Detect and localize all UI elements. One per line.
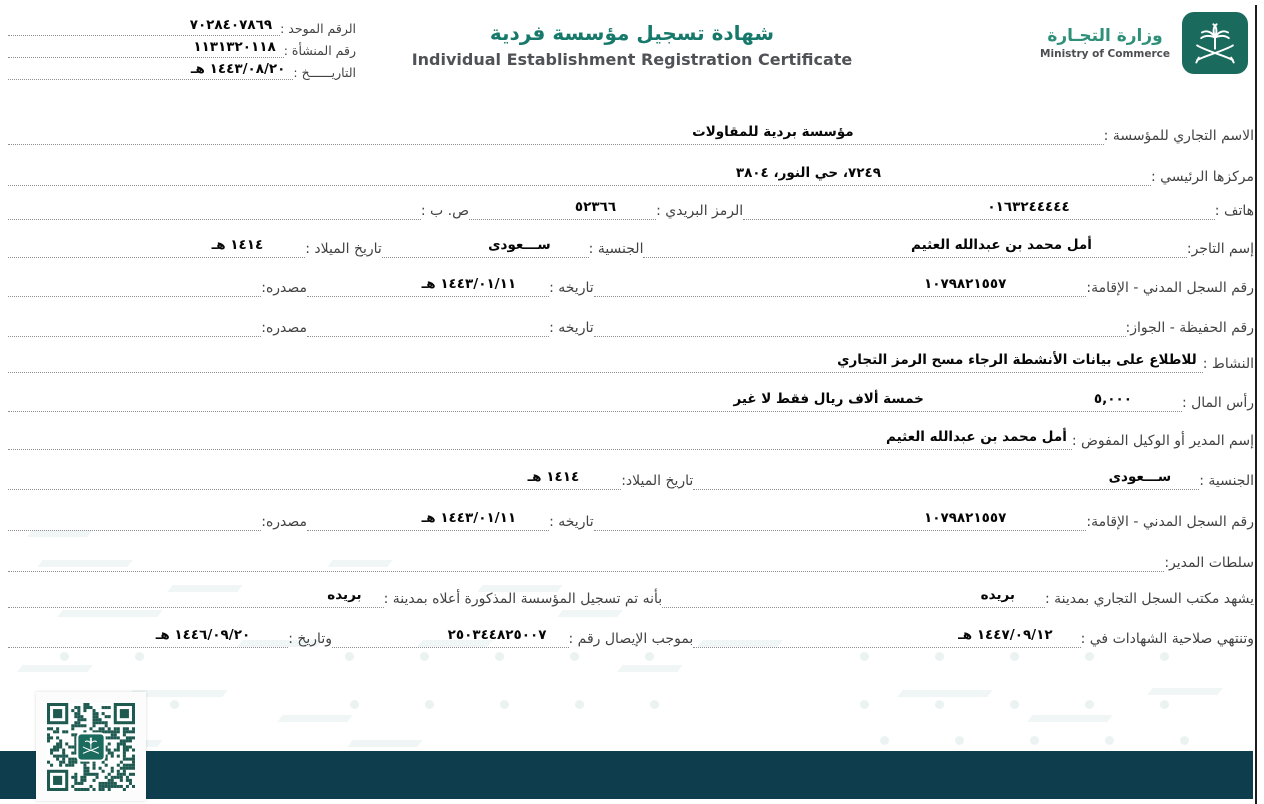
- watermark-dot: [135, 652, 144, 661]
- field-manager-civil-id: [594, 505, 1254, 531]
- row-activity: [8, 347, 1254, 373]
- manager-name-value: أمل محمد بن عبدالله العثيم: [886, 429, 1067, 445]
- dotted-leader: [8, 386, 1182, 412]
- watermark-bar: [17, 665, 92, 672]
- entity-number-row: [8, 36, 356, 58]
- head-office-label: مركزها الرئيسي :: [1150, 169, 1254, 185]
- watermark-dot: [500, 700, 509, 709]
- manager-civil-id-date-value: ١٤٤٣/٠١/١١ هـ: [421, 510, 517, 526]
- watermark-dot: [345, 652, 354, 661]
- field-capital: [8, 386, 1254, 412]
- footer-bar: [0, 751, 1253, 799]
- watermark-dot: [425, 700, 434, 709]
- dotted-leader: [8, 14, 280, 36]
- passport-number-label: رقم الحفيظة - الجواز:: [1125, 320, 1254, 336]
- watermark-dot: [495, 652, 504, 661]
- header-meta: [8, 14, 356, 80]
- unified-number-label: الرقم الموحد :: [280, 21, 356, 36]
- title-arabic: شهادة تسجيل مؤسسة فردية: [489, 21, 775, 45]
- field-trader-civil-id: [594, 271, 1254, 297]
- manager-nationality-value: ســـعودى: [1108, 469, 1172, 485]
- passport-source-label: مصدره:: [261, 320, 308, 336]
- trader-civil-id-source-label: مصدره:: [261, 280, 308, 296]
- field-trader-birth-date: [8, 232, 382, 258]
- saudi-emblem-icon: [1182, 12, 1248, 74]
- field-passport-date: [307, 311, 594, 337]
- field-registered-in-city: [8, 582, 662, 608]
- entity-number-value: ١١٣١٣٢٠١١٨: [193, 39, 276, 55]
- watermark-dot: [650, 700, 659, 709]
- field-certificates-expiry: [693, 622, 1254, 648]
- watermark-dot: [955, 736, 964, 745]
- watermark-bar: [557, 610, 622, 617]
- issue-date-row: [8, 58, 356, 80]
- trader-name-value: أمل محمد بن عبدالله العثيم: [911, 237, 1092, 253]
- field-passport-number: [594, 311, 1254, 337]
- registry-office-city-label: يشهد مكتب السجل التجاري بمدينة :: [1044, 591, 1254, 607]
- dotted-leader: [693, 464, 1199, 490]
- trader-nationality-label: الجنسية :: [588, 241, 644, 257]
- trade-name-value: مؤسسة بردية للمقاولات: [692, 124, 854, 140]
- watermark-dot: [1030, 736, 1039, 745]
- dotted-leader: [8, 464, 621, 490]
- watermark-bar: [1147, 688, 1222, 695]
- field-phone: [743, 194, 1254, 220]
- dotted-leader: [332, 622, 569, 648]
- watermark-dot: [935, 700, 944, 709]
- field-manager-nationality: [693, 464, 1254, 490]
- dotted-leader: [307, 505, 549, 531]
- row-manager-nationality: [8, 464, 1254, 490]
- trader-civil-id-value: ١٠٧٩٨٢١٥٥٧: [923, 276, 1007, 292]
- trader-civil-id-date-value: ١٤٤٣/٠١/١١ هـ: [421, 276, 517, 292]
- receipt-date-value: ١٤٤٦/٠٩/٢٠ هـ: [155, 627, 251, 643]
- dotted-leader: [8, 36, 284, 58]
- phone-value: ٠١٦٣٢٤٤٤٤٤: [987, 199, 1070, 215]
- watermark-dot: [170, 700, 179, 709]
- passport-date-label: تاريخه :: [549, 320, 594, 336]
- dotted-leader: [469, 194, 656, 220]
- registered-in-city-value: بريده: [327, 587, 362, 603]
- watermark-bar: [57, 610, 162, 617]
- certificates-expiry-value: ١٤٤٧/٠٩/١٢ هـ: [958, 627, 1053, 643]
- receipt-number-value: ٢٥٠٣٤٤٨٢٥٠٠٧: [447, 627, 547, 643]
- watermark-bar: [1027, 715, 1112, 722]
- trader-nationality-value: ســـعودى: [488, 237, 551, 253]
- postal-code-label: الرمز البريدي :: [656, 203, 744, 219]
- postal-code-value: ٥٢٣٦٦: [574, 199, 617, 215]
- row-manager-name: [8, 424, 1254, 450]
- activity-value: للاطلاع على بيانات الأنشطة الرجاء مسح الرمز التجاري: [837, 352, 1197, 368]
- qr-code: [47, 703, 135, 791]
- row-head-office: [8, 160, 1254, 186]
- dotted-leader: [8, 582, 384, 608]
- dotted-leader: [743, 194, 1215, 220]
- watermark-dot: [350, 700, 359, 709]
- qr-card: [36, 692, 146, 801]
- manager-civil-id-label: رقم السجل المدني - الإقامة:: [1086, 514, 1254, 530]
- trade-name-label: الاسم التجاري للمؤسسة :: [1103, 128, 1254, 144]
- registered-in-city-label: بأنه تم تسجيل المؤسسة المذكورة أعلاه بمدينة :: [383, 591, 663, 607]
- watermark-dot: [935, 652, 944, 661]
- field-passport-source: [8, 311, 307, 337]
- certificate-title: [352, 21, 912, 69]
- dotted-leader: [8, 347, 1203, 373]
- row-passport: [8, 311, 1254, 337]
- dotted-leader: [693, 622, 1080, 648]
- watermark-bar: [897, 690, 992, 697]
- row-capital: [8, 386, 1254, 412]
- ministry-brand: [1040, 12, 1248, 74]
- row-trader-civil-id: [8, 271, 1254, 297]
- issue-date-label: التاريــــــخ :: [293, 65, 356, 80]
- watermark-dot: [860, 700, 869, 709]
- watermark-dot: [575, 700, 584, 709]
- manager-civil-id-value: ١٠٧٩٨٢١٥٥٧: [923, 510, 1007, 526]
- dotted-leader: [8, 194, 421, 220]
- dotted-leader: [662, 582, 1045, 608]
- ministry-name-en: Ministry of Commerce: [1040, 48, 1170, 60]
- watermark-bar: [277, 715, 352, 722]
- dotted-leader: [307, 311, 549, 337]
- dotted-leader: [8, 58, 293, 80]
- ministry-name-ar: وزارة التجـارة: [1047, 26, 1163, 46]
- row-trade-name: [8, 119, 1254, 145]
- field-registry-office-city: [662, 582, 1254, 608]
- activity-label: النشاط :: [1202, 356, 1254, 372]
- trader-name-label: إسم التاجر:: [1186, 241, 1254, 257]
- watermark-bar: [27, 530, 92, 537]
- dotted-leader: [8, 505, 261, 531]
- page-edge-border: [1255, 5, 1257, 804]
- watermark-dot: [1085, 700, 1094, 709]
- dotted-leader: [643, 232, 1186, 258]
- watermark-dot: [860, 652, 869, 661]
- dotted-leader: [8, 271, 261, 297]
- dotted-leader: [382, 232, 589, 258]
- trader-birth-date-label: تاريخ الميلاد :: [305, 241, 382, 257]
- certificates-expiry-label: وتنتهي صلاحية الشهادات في :: [1080, 631, 1254, 647]
- head-office-value: ٧٢٤٩، حي النور، ٣٨٠٤: [735, 165, 881, 181]
- trader-civil-id-date-label: تاريخه :: [549, 280, 594, 296]
- watermark-bar: [347, 740, 422, 747]
- watermark-dot: [570, 652, 579, 661]
- watermark-dot: [880, 736, 889, 745]
- row-registry-office: [8, 582, 1254, 608]
- trader-birth-date-value: ١٤١٤ هـ: [211, 237, 264, 253]
- watermark-dot: [1160, 700, 1169, 709]
- watermark-dot: [1105, 736, 1114, 745]
- field-trader-nationality: [382, 232, 644, 258]
- field-trade-name: [8, 119, 1254, 145]
- dotted-leader: [307, 271, 549, 297]
- manager-nationality-label: الجنسية :: [1199, 473, 1254, 489]
- watermark-dot: [60, 652, 69, 661]
- field-postal-code: [469, 194, 743, 220]
- manager-name-label: إسم المدير أو الوكيل المفوض :: [1071, 433, 1254, 449]
- manager-civil-id-date-label: تاريخه :: [549, 514, 594, 530]
- capital-words-value: خمسة ألاف ريال فقط لا غير: [733, 391, 924, 407]
- manager-birth-date-label: تاريخ الميلاد:: [621, 473, 694, 489]
- capital-label: رأس المال :: [1181, 395, 1254, 411]
- field-receipt-number: [332, 622, 693, 648]
- field-manager-powers: [8, 546, 1254, 572]
- capital-amount-value: ٥,٠٠٠: [1093, 391, 1132, 407]
- field-head-office: [8, 160, 1254, 186]
- dotted-leader: [594, 311, 1126, 337]
- field-manager-civil-id-source: [8, 505, 307, 531]
- title-english: Individual Establishment Registration Certificate: [411, 50, 853, 69]
- issue-date-value: ١٤٤٣/٠٨/٢٠ هـ: [190, 61, 286, 77]
- row-phone: [8, 194, 1254, 220]
- watermark-bar: [617, 665, 682, 672]
- dotted-leader: [8, 424, 1072, 450]
- field-trader-civil-id-date: [307, 271, 594, 297]
- watermark-dot: [1010, 652, 1019, 661]
- dotted-leader: [8, 546, 1164, 572]
- dotted-leader: [594, 271, 1087, 297]
- watermark-dot: [1160, 652, 1169, 661]
- field-manager-name: [8, 424, 1254, 450]
- field-trader-name: [643, 232, 1254, 258]
- field-receipt-date: [8, 622, 332, 648]
- watermark-dot: [1180, 736, 1189, 745]
- row-expiry-receipt: [8, 622, 1254, 648]
- manager-civil-id-source-label: مصدره:: [261, 514, 308, 530]
- trader-civil-id-label: رقم السجل المدني - الإقامة:: [1086, 280, 1254, 296]
- dotted-leader: [8, 160, 1151, 186]
- field-activity: [8, 347, 1254, 373]
- watermark-dot: [1085, 652, 1094, 661]
- palm-swords-icon: [1189, 19, 1241, 67]
- manager-birth-date-value: ١٤١٤ هـ: [527, 469, 580, 485]
- receipt-number-label: بموجب الإيصال رقم :: [568, 631, 694, 647]
- dotted-leader: [8, 311, 261, 337]
- registry-office-city-value: بريده: [980, 587, 1015, 603]
- row-trader: [8, 232, 1254, 258]
- watermark-dot: [1010, 700, 1019, 709]
- field-po-box: [8, 194, 469, 220]
- entity-number-label: رقم المنشأة :: [283, 43, 356, 58]
- unified-number-value: ٧٠٢٨٤٠٧٨٦٩: [189, 17, 273, 33]
- field-manager-birth-date: [8, 464, 693, 490]
- field-manager-civil-id-date: [307, 505, 594, 531]
- phone-label: هاتف :: [1214, 203, 1254, 219]
- watermark-dot: [645, 652, 654, 661]
- ministry-names: [1040, 26, 1170, 60]
- dotted-leader: [594, 505, 1087, 531]
- unified-number-row: [8, 14, 356, 36]
- row-manager-powers: [8, 546, 1254, 572]
- receipt-date-label: وتاريخ :: [288, 631, 332, 647]
- dotted-leader: [8, 232, 305, 258]
- dotted-leader: [8, 622, 288, 648]
- field-trader-civil-id-source: [8, 271, 307, 297]
- row-manager-civil-id: [8, 505, 1254, 531]
- watermark-dot: [420, 652, 429, 661]
- po-box-label: ص. ب :: [420, 203, 470, 219]
- manager-powers-label: سلطات المدير:: [1164, 555, 1254, 571]
- dotted-leader: [8, 119, 1104, 145]
